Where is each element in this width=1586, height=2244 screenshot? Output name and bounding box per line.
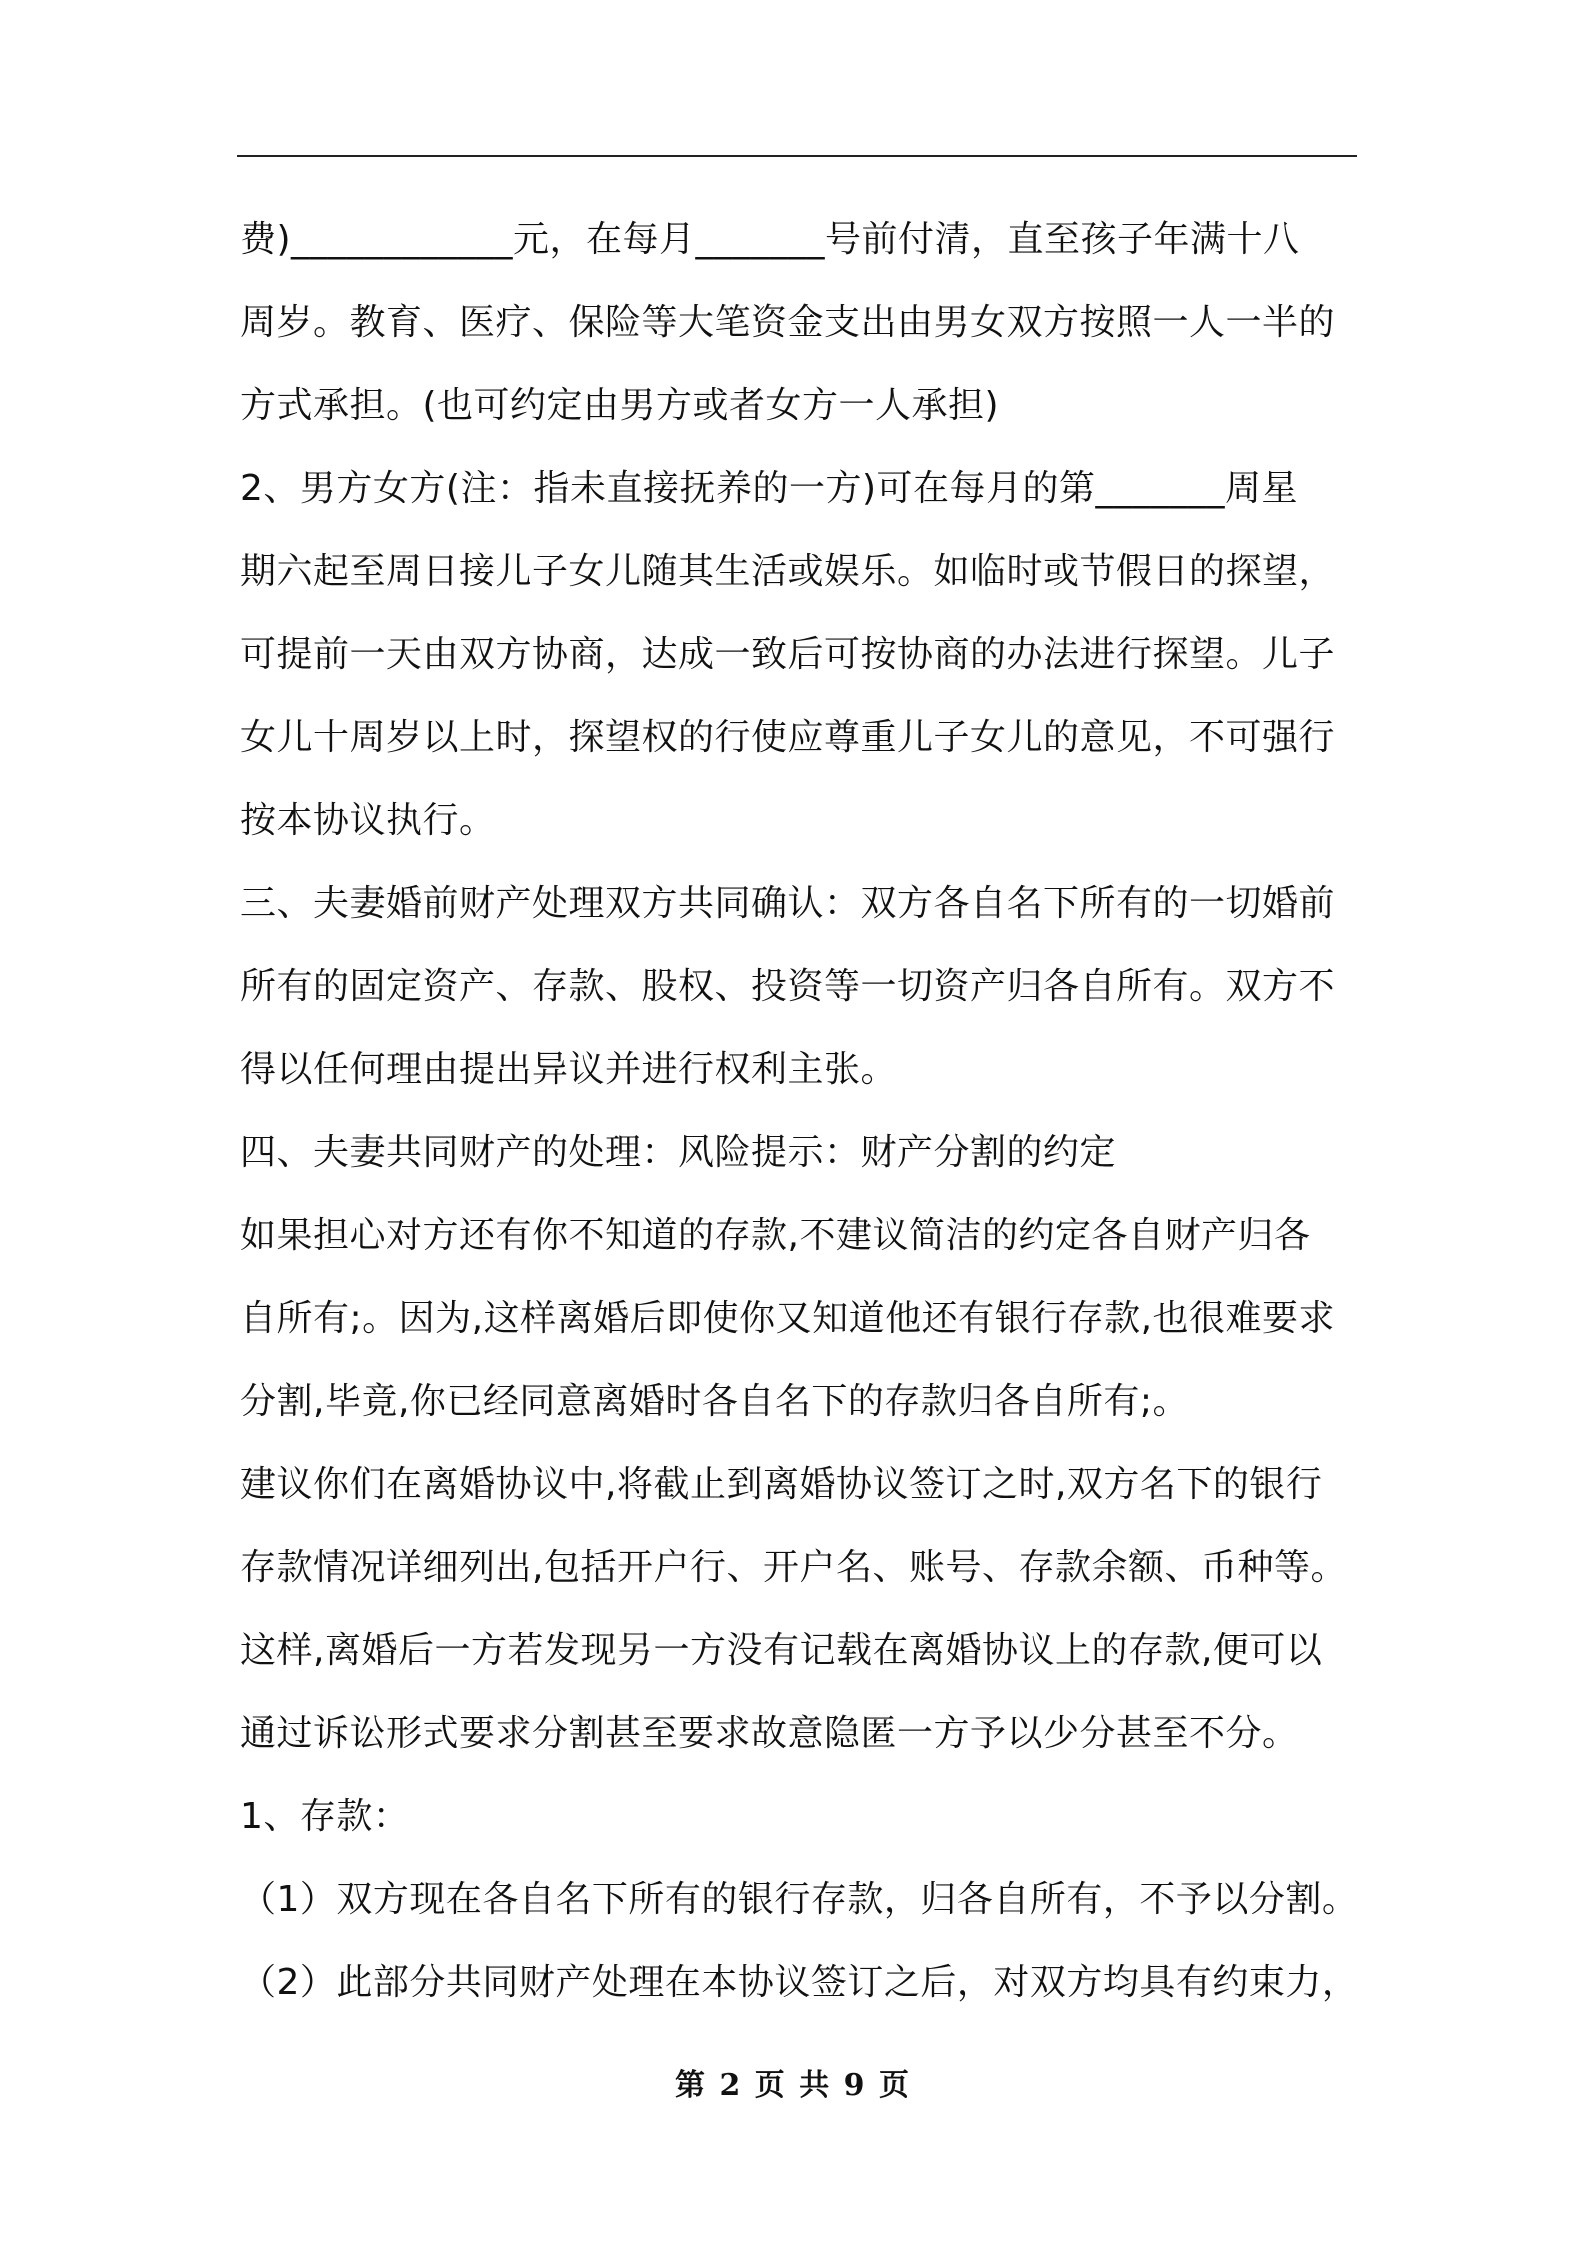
list-item: （1）双方现在各自名下所有的银行存款，归各自所有，不予以分割。 <box>240 1879 1359 1920</box>
page-number: 第 2 页 共 9 页 <box>675 2068 911 2103</box>
subsection-heading-deposits: 1、存款： <box>240 1796 410 1837</box>
text-line: 方式承担。(也可约定由男方或者女方一人承担) <box>240 385 1000 426</box>
text-line: 得以任何理由提出异议并进行权利主张。 <box>240 1049 898 1090</box>
list-item: （2）此部分共同财产处理在本协议签订之后，对双方均具有约束力， <box>240 1962 1359 2003</box>
section-heading-3: 三、夫妻婚前财产处理双方共同确认：双方各自名下所有的一切婚前 <box>240 883 1336 924</box>
text-line: 如果担心对方还有你不知道的存款,不建议简洁的约定各自财产归各 <box>240 1215 1311 1256</box>
text-line: 期六起至周日接儿子女儿随其生活或娱乐。如临时或节假日的探望， <box>240 551 1336 592</box>
text-line: 这样,离婚后一方若发现另一方没有记载在离婚协议上的存款,便可以 <box>240 1630 1323 1671</box>
text-line: 费)____________元，在每月_______号前付清，直至孩子年满十八 <box>240 219 1300 260</box>
text-line: 自所有;。因为,这样离婚后即使你又知道他还有银行存款,也很难要求 <box>240 1298 1336 1339</box>
text-line: 存款情况详细列出,包括开户行、开户名、账号、存款余额、币种等。 <box>240 1547 1347 1588</box>
text-line: 2、男方女方(注：指未直接抚养的一方)可在每月的第_______周星 <box>240 468 1298 509</box>
header-rule <box>237 155 1357 157</box>
text-line: 可提前一天由双方协商，达成一致后可按协商的办法进行探望。儿子 <box>240 634 1336 675</box>
text-line: 所有的固定资产、存款、股权、投资等一切资产归各自所有。双方不 <box>240 966 1336 1007</box>
document-body <box>240 198 1370 2024</box>
text-line: 周岁。教育、医疗、保险等大笔资金支出由男女双方按照一人一半的 <box>240 302 1336 343</box>
text-line: 按本协议执行。 <box>240 800 496 841</box>
text-line: 女儿十周岁以上时，探望权的行使应尊重儿子女儿的意见，不可强行 <box>240 717 1336 758</box>
text-line: 通过诉讼形式要求分割甚至要求故意隐匿一方予以少分甚至不分。 <box>240 1713 1299 1754</box>
section-heading-4: 四、夫妻共同财产的处理：风险提示：财产分割的约定 <box>240 1132 1117 1173</box>
text-line: 建议你们在离婚协议中,将截止到离婚协议签订之时,双方名下的银行 <box>240 1464 1323 1505</box>
text-line: 分割,毕竟,你已经同意离婚时各自名下的存款归各自所有;。 <box>240 1381 1190 1422</box>
